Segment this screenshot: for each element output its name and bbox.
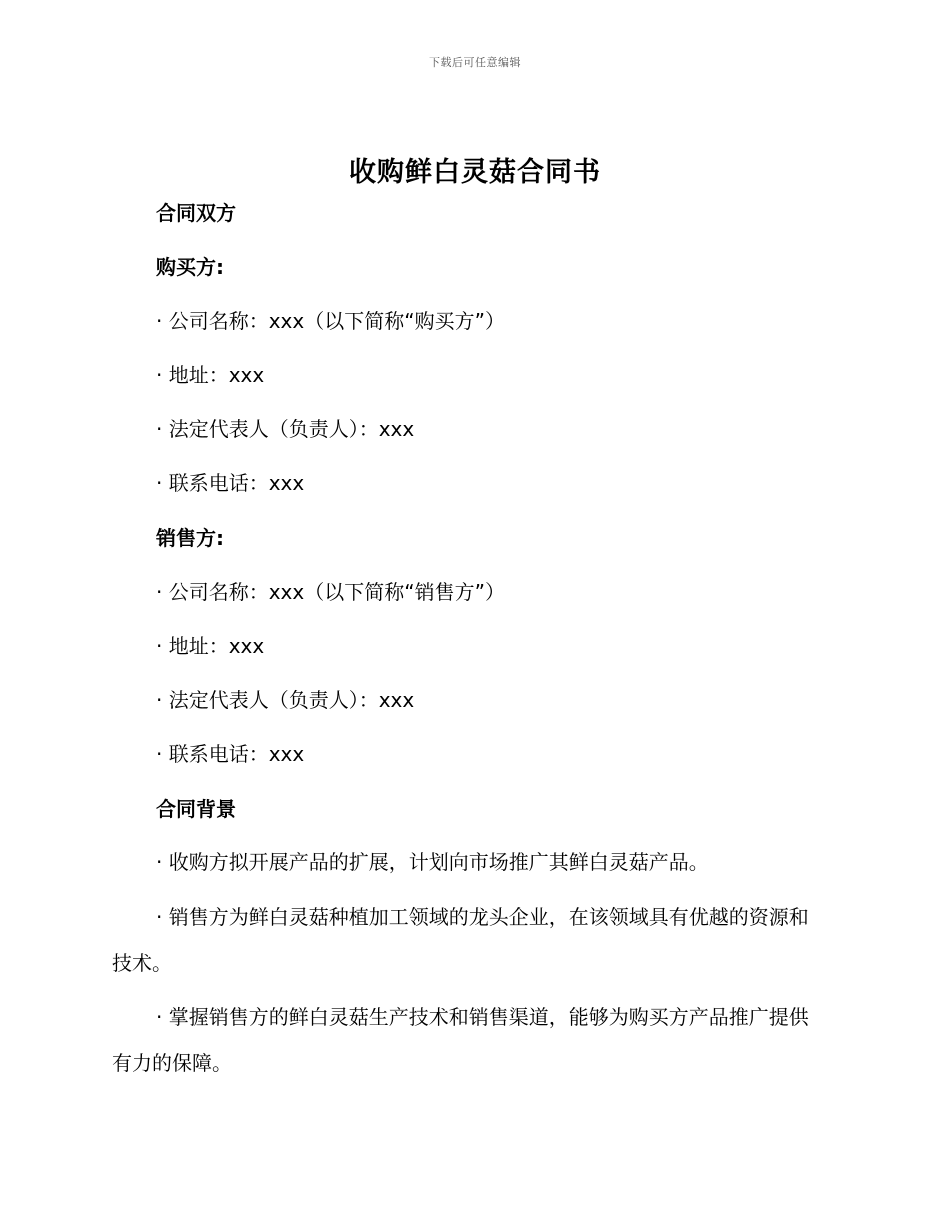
parties-heading: 合同双方	[156, 201, 236, 225]
background-paragraph-3: · 掌握销售方的鲜白灵菇生产技术和销售渠道，能够为购买方产品推广提供有力的保障。	[112, 1005, 809, 1075]
seller-heading: 销售方:	[156, 526, 224, 550]
background-paragraph-1: · 收购方拟开展产品的扩展，计划向市场推广其鲜白灵菇产品。	[156, 850, 709, 874]
page-header-note: 下载后可任意编辑	[429, 56, 521, 69]
buyer-legal-representative: · 法定代表人（负责人）：xxx	[156, 417, 415, 441]
seller-address: · 地址：xxx	[156, 634, 265, 658]
seller-phone: · 联系电话：xxx	[156, 742, 305, 766]
seller-company-name: · 公司名称：xxx（以下简称“销售方”）	[156, 580, 505, 604]
buyer-address: · 地址：xxx	[156, 363, 265, 387]
seller-legal-representative: · 法定代表人（负责人）：xxx	[156, 688, 415, 712]
buyer-phone: · 联系电话：xxx	[156, 471, 305, 495]
document-title: 收购鲜白灵菇合同书	[349, 157, 601, 188]
background-heading: 合同背景	[156, 797, 236, 821]
background-paragraph-2: · 销售方为鲜白灵菇种植加工领域的龙头企业，在该领域具有优越的资源和技术。	[112, 905, 809, 975]
buyer-company-name: · 公司名称：xxx（以下简称“购买方”）	[156, 309, 505, 333]
buyer-heading: 购买方:	[156, 255, 224, 279]
